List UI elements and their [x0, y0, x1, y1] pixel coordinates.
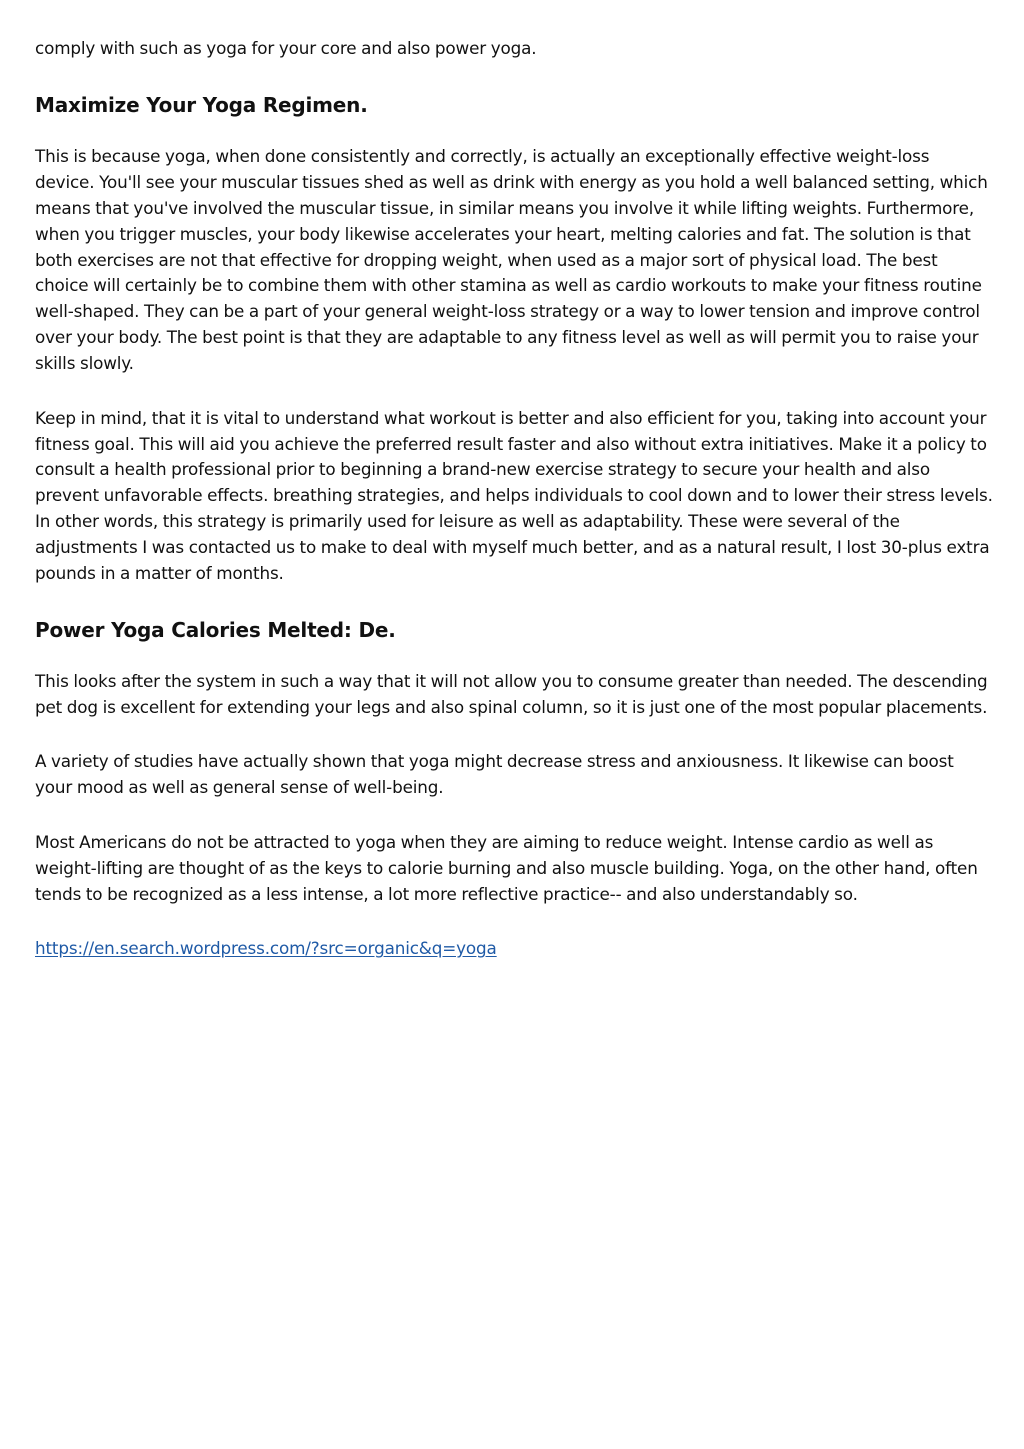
paragraph: Keep in mind, that it is vital to understand what workout is better and also efficient for you, taking into account your fitness goal. This will aid you achieve the preferred result faster and also without extra initiatives. Make it a policy to consult a health professional prior to beginning a brand-new exercise strategy to secure your health and also prevent unfavorable effects. breathing strategies, and helps individuals to cool down and to lower their stress levels. In other words, this strategy is primarily used for leisure as well as adaptability. These were several of the adjustments I was contacted us to make to deal with myself much better, and as a natural result, I lost 30-plus extra pounds in a matter of months.: [35, 407, 993, 584]
section-heading-maximize: Maximize Your Yoga Regimen.: [35, 92, 368, 117]
paragraph: A variety of studies have actually shown that yoga might decrease stress and anxiousness. It likewise can boost your mood as well as general sense of well-being.: [35, 751, 954, 798]
section-heading-power-yoga: Power Yoga Calories Melted: De.: [35, 618, 396, 642]
paragraph: Most Americans do not be attracted to yoga when they are aiming to reduce weight. Intense cardio as well as weight-lifting are thought of as the keys to calorie burning and also muscle building. Yoga, on the other hand, often tends to be recognized as a less intense, a lot more reflective practice-- and also understandably so.: [35, 831, 978, 904]
intro-fragment: comply with such as yoga for your core and also power yoga.: [35, 38, 537, 58]
paragraph: This looks after the system in such a way that it will not allow you to consume greater than needed. The descending pet dog is excellent for extending your legs and also spinal column, so it is just one of the most popular placements.: [35, 671, 988, 717]
link-paragraph: [35, 936, 993, 962]
document-page: [35, 36, 993, 962]
paragraph: This is because yoga, when done consistently and correctly, is actually an exceptionally effective weight-loss device. You'll see your muscular tissues shed as well as drink with energy as you hold a well balanced setting, which means that you've involved the muscular tissue, in similar means you involve it while lifting weights. Furthermore, when you trigger muscles, your body likewise accelerates your heart, melting calories and fat. The solution is that both exercises are not that effective for dropping weight, when used as a major sort of physical load. The best choice will certainly be to combine them with other stamina as well as cardio workouts to make your fitness routine well-shaped. They can be a part of your general weight-loss strategy or a way to lower tension and improve control over your body. The best point is that they are adaptable to any fitness level as well as will permit you to raise your skills slowly.: [35, 145, 988, 374]
search-link[interactable]: https://en.search.wordpress.com/?src=organic&q=yoga: [35, 938, 497, 959]
